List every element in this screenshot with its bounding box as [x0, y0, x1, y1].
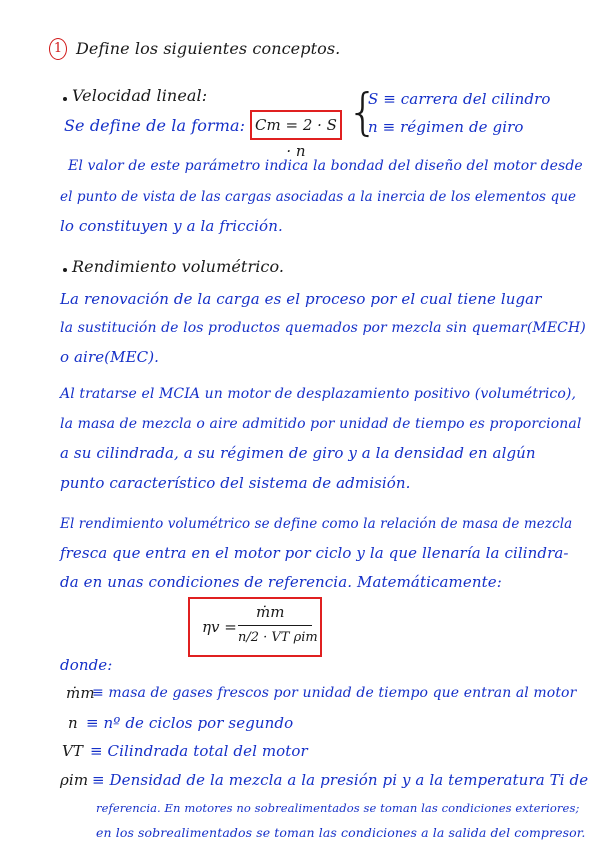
section1-definition-lead: Se define de la forma: — [64, 116, 246, 135]
def-text-n: ≡ nº de ciclos por segundo — [86, 714, 294, 732]
section1-paragraph-line-1: El valor de este parámetro indica la bondad del diseño del motor desde — [68, 158, 583, 174]
def-text-mass-flow: ≡ masa de gases frescos por unidad de tiempo que entran al motor — [92, 685, 577, 701]
section2-p2-line-2: la masa de mezcla o aire admitido por unidad de tiempo es proporcional — [60, 416, 582, 432]
section2-p2-line-1: Al tratarse el MCIA un motor de desplazamiento positivo (volumétrico), — [60, 386, 576, 402]
formula-fraction-bar — [238, 625, 312, 626]
section2-p1-line-3: o aire(MEC). — [60, 348, 160, 366]
where-label: donde: — [60, 656, 113, 674]
section1-title: Velocidad lineal: — [72, 86, 208, 105]
section2-p3-line-3: da en unas condiciones de referencia. Matemáticamente: — [60, 573, 502, 591]
section2-p2-line-4: punto característico del sistema de admisión. — [60, 474, 411, 492]
legend-brace: { — [347, 83, 379, 141]
def-symbol-vt: VT — [62, 742, 84, 760]
def-text-vt: ≡ Cilindrada total del motor — [90, 742, 308, 760]
section1-paragraph-line-2: el punto de vista de las cargas asociadas a la inercia de los elementos que — [60, 189, 577, 205]
heading-text: Define los siguientes conceptos. — [76, 39, 341, 58]
legend-carrera: S ≡ carrera del cilindro — [368, 90, 551, 108]
section2-p1-line-2: la sustitución de los productos quemados por mezcla sin quemar(MECH) — [60, 320, 586, 336]
def-continuation-line-2: en los sobrealimentados se toman las condiciones a la salida del compresor. — [96, 825, 586, 840]
section2-title: Rendimiento volumétrico. — [72, 257, 285, 276]
bullet-velocidad — [63, 97, 67, 101]
section2-p2-line-3: a su cilindrada, a su régimen de giro y a la densidad en algún — [60, 444, 536, 462]
formula-velocity: Cm = 2 · S · n — [255, 116, 337, 160]
section2-p3-line-1: El rendimiento volumétrico se define como la relación de masa de mezcla — [60, 516, 573, 532]
def-continuation-line-1: referencia. En motores no sobrealimentados se toman las condiciones exteriores; — [96, 801, 580, 815]
formula-box-velocity — [250, 110, 342, 160]
legend-regimen: n ≡ régimen de giro — [368, 118, 524, 136]
heading-number-circle: 1 — [49, 38, 67, 60]
formula-numerator: ṁm — [256, 603, 285, 621]
section1-paragraph-line-3: lo constituyen y a la fricción. — [60, 217, 283, 235]
formula-denominator: n/2 · VT ρim — [238, 630, 318, 645]
def-text-density: ≡ Densidad de la mezcla a la presión pi y a la temperatura Ti de — [92, 771, 589, 789]
section2-p1-line-1: La renovación de la carga es el proceso por el cual tiene lugar — [60, 290, 542, 308]
def-symbol-density: ρim — [60, 771, 89, 789]
formula-box-volumetric — [188, 597, 322, 657]
def-symbol-n: n — [68, 714, 78, 732]
def-symbol-mass-flow: ṁm — [66, 684, 95, 702]
section2-p3-line-2: fresca que entra en el motor por ciclo y la que llenaría la cilindra- — [60, 544, 569, 562]
bullet-rendimiento — [63, 268, 67, 272]
formula-lhs: ηv = — [202, 618, 237, 636]
